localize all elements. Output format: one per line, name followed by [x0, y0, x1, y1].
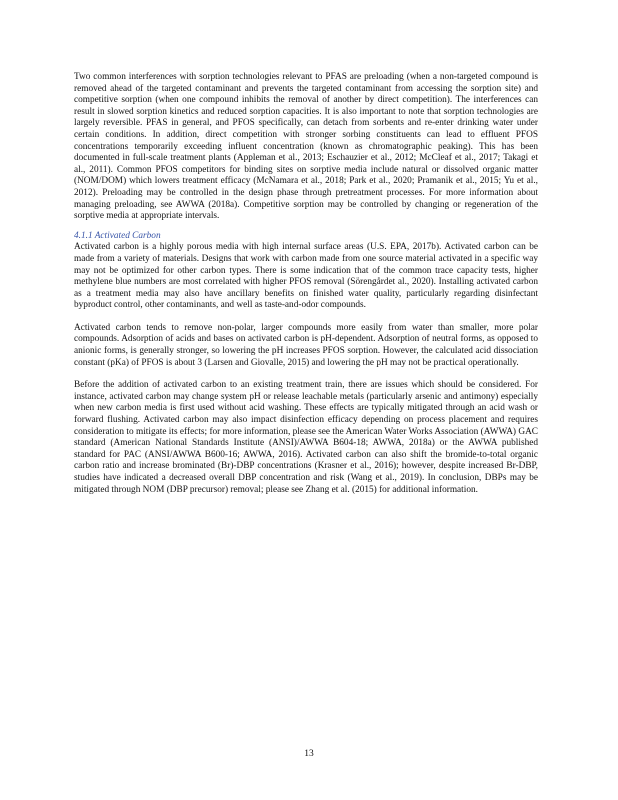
- paragraph-gap: [74, 369, 538, 380]
- paragraph-interferences: Two common interferences with sorption technologies relevant to PFAS are preloading (when a non-targeted compound is removed ahead of the targeted contaminant and prevents the targeted contaminant from accessing the sorption site) and competitive sorption (when one compound inhibits the removal of another by direct competition). The interferences can result in slowed sorption kinetics and reduced sorption capacities. It is also important to note that sorption technologies are largely reversible. PFAS in general, and PFOS specifically, can detach from sorbents and re-enter drinking water under certain conditions. In addition, direct competition with stronger sorbing constituents can lead to effluent PFOS concentrations temporarily exceeding influent concentration (known as chromatographic peaking). This has been documented in full-scale treatment plants (Appleman et al., 2013; Eschauzier et al., 2012; McCleaf et al., 2017; Takagi et al., 2011). Common PFOS competitors for binding sites on sorptive media include natural or dissolved organic matter (NOM/DOM) which lowers treatment efficacy (McNamara et al., 2018; Park et al., 2020; Pramanik et al., 2015; Yu et al., 2012). Preloading may be controlled in the design phase through pretreatment processes. For more information about managing preloading, see AWWA (2018a). Competitive sorption may be controlled by changing or regeneration of the sorptive media at appropriate intervals.: [74, 72, 538, 222]
- paragraph-gap: [74, 312, 538, 323]
- section-heading: 4.1.1 Activated Carbon: [74, 230, 161, 241]
- paragraph-activated-carbon-intro: Activated carbon is a highly porous media with high internal surface areas (U.S. EPA, 2017b). Activated carbon can be made from a variety of materials. Designs that work with carbon made from one source material activated in a specific way may not be optimized for other carbon types. There is some indication that of the common trace capacity tests, higher methylene blue numbers are most correlated with higher PFOS removal (Sörengårdet al., 2020). Installing activated carbon as a treatment media may also have ancillary benefits on finished water quality, particularly regarding disinfectant byproduct control, other contaminants, and well as taste-and-odor compounds.: [74, 242, 538, 311]
- paragraph-activated-carbon-considerations: Before the addition of activated carbon to an existing treatment train, there are issues which should be considered. For instance, activated carbon may change system pH or release leachable metals (particularly arsenic and antimony) especially when new carbon media is first used without acid washing. These effects are typically mitigated through an acid wash or forward flushing. Activated carbon may also impact disinfection efficacy depending on process placement and requires consideration to mitigate its effects; for more information, please see the American Water Works Association (AWWA) GAC standard (American National Standards Institute (ANSI)/AWWA B604-18; AWWA, 2018a) or the AWWA published standard for PAC (ANSI/AWWA B600-16; AWWA, 2016). Activated carbon can also shift the bromide-to-total organic carbon ratio and increase brominated (Br)-DBP concentrations (Krasner et al., 2016); however, despite increased Br-DBP, studies have indicated a decreased overall DBP concentration and risk (Wang et al., 2019). In conclusion, DBPs may be mitigated through NOM (DBP precursor) removal; please see Zhang et al. (2015) for additional information.: [74, 380, 538, 495]
- page-number: 13: [304, 749, 314, 759]
- paragraph-activated-carbon-ph: Activated carbon tends to remove non-polar, larger compounds more easily from water than smaller, more polar compounds. Adsorption of acids and bases on activated carbon is pH-dependent. Adsorption of neutral forms, as opposed to anionic forms, is generally stronger, so lowering the pH increases PFOS sorption. However, the calculated acid dissociation constant (pKa) of PFOS is about 3 (Larsen and Giovalle, 2015) and lowering the pH may not be practical operationally.: [74, 322, 538, 368]
- document-page: [74, 72, 538, 496]
